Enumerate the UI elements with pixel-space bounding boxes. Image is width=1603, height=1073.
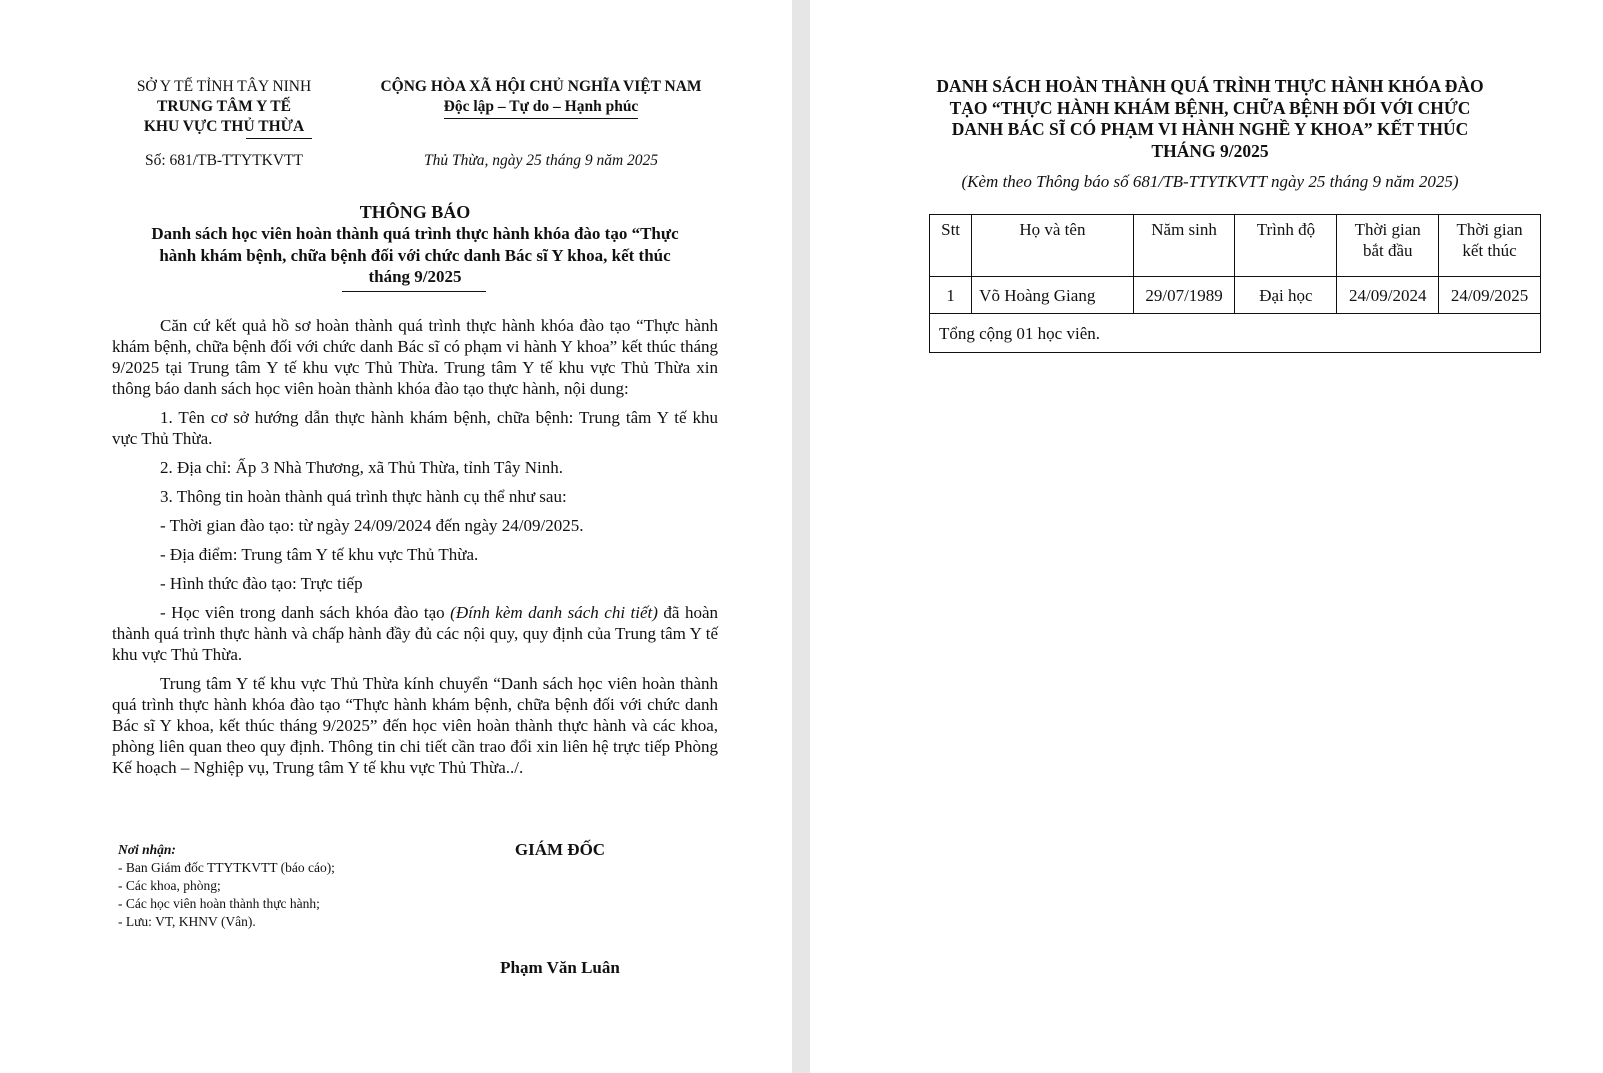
header-name: Họ và tên	[972, 215, 1133, 277]
table-header-row	[930, 215, 1541, 277]
intro-paragraph: Căn cứ kết quả hồ sơ hoàn thành quá trình thực hành khóa đào tạo “Thực hành khám bệnh, chữa bệnh đối với chức danh Bác sĩ có phạm vi hành Y khoa” kết thúc tháng 9/2025 tại Trung tâm Y tế khu vực Thủ Thừa. Trung tâm Y tế khu vực Thủ Thừa xin thông báo danh sách học viên hoàn thành khóa đào tạo thực hành, nội dung:	[112, 316, 718, 398]
closing-paragraph: Trung tâm Y tế khu vực Thủ Thừa kính chuyển “Danh sách học viên hoàn thành quá trình thực hành khóa đào tạo “Thực hành khám bệnh, chữa bệnh đối với chức danh Bác sĩ Y khoa, kết thúc tháng 9/2025” đến học viên hoàn thành thực hành và các khoa, phòng liên quan theo quy định. Thông tin chi tiết cần trao đổi xin liên hệ trực tiếp Phòng Kế hoạch – Nghiệp vụ, Trung tâm Y tế khu vực Thủ Thừa../.	[112, 674, 718, 777]
table-row	[930, 277, 1541, 314]
list-subtitle: (Kèm theo Thông báo số 681/TB-TTYTKVTT ngày 25 tháng 9 năm 2025)	[961, 172, 1459, 191]
notice-page	[0, 0, 792, 1073]
header-stt: Stt	[930, 215, 972, 277]
bullet-students	[112, 602, 718, 665]
notice-title	[110, 201, 720, 288]
signer-title: GIÁM ĐỐC	[514, 840, 606, 859]
notice-heading: THÔNG BÁO	[359, 202, 471, 222]
bullet-training-time: - Thời gian đào tạo: từ ngày 24/09/2024 đến ngày 24/09/2025.	[160, 516, 584, 535]
list-title-line2: TẠO “THỰC HÀNH KHÁM BỆNH, CHỮA BỆNH ĐỐI VỚI CHỨC	[949, 97, 1471, 118]
agency-name-line2: KHU VỰC THỦ THỪA	[143, 118, 305, 135]
notice-subject-line1: Danh sách học viên hoàn thành quá trình thực hành khóa đào tạo “Thực	[151, 224, 679, 243]
list-title-line4: THÁNG 9/2025	[1151, 140, 1269, 161]
cell-total: Tổng cộng 01 học viên.	[930, 314, 1541, 353]
cell-start: 24/09/2024	[1337, 277, 1439, 314]
document-date: Thủ Thừa, ngày 25 tháng 9 năm 2025	[423, 152, 659, 169]
header-end	[1439, 215, 1541, 277]
list-title	[910, 76, 1510, 162]
issuing-agency-header	[108, 77, 340, 137]
bullet-training-place: - Địa điểm: Trung tâm Y tế khu vực Thủ Thừa.	[160, 545, 479, 564]
recipients-block	[118, 841, 418, 931]
notice-subject-line3: tháng 9/2025	[368, 267, 462, 286]
signer-name: Phạm Văn Luân	[500, 958, 620, 977]
cell-level: Đại học	[1235, 277, 1337, 314]
header-level: Trình độ	[1235, 215, 1337, 277]
recipient-item: - Lưu: VT, KHNV (Vân).	[118, 914, 256, 929]
header-start	[1337, 215, 1439, 277]
notice-body	[112, 315, 718, 781]
header-start-l2: bắt đầu	[1362, 241, 1413, 260]
bullet-students-post: đã hoàn thành quá trình thực hành và chấp hành đầy đủ các nội quy, quy định của Trung tâm Y tế khu vực Thủ Thừa.	[112, 603, 719, 664]
agency-name-line1: TRUNG TÂM Y TẾ	[157, 98, 291, 115]
notice-subject-line2: hành khám bệnh, chữa bệnh đối với chức danh Bác sĩ Y khoa, kết thúc	[159, 245, 671, 265]
cell-stt: 1	[930, 277, 972, 314]
item-2: 2. Địa chỉ: Ấp 3 Nhà Thương, xã Thủ Thừa, tỉnh Tây Ninh.	[160, 458, 563, 477]
list-title-line1: DANH SÁCH HOÀN THÀNH QUÁ TRÌNH THỰC HÀNH KHÓA ĐÀO	[936, 76, 1484, 96]
list-page	[810, 0, 1603, 1073]
item-3: 3. Thông tin hoàn thành quá trình thực hành cụ thể như sau:	[160, 487, 567, 506]
attachment-note: (Đính kèm danh sách chi tiết)	[450, 603, 658, 622]
recipients-label: Nơi nhận:	[118, 842, 176, 857]
bullet-training-form: - Hình thức đào tạo: Trực tiếp	[160, 574, 363, 593]
item-1: 1. Tên cơ sở hướng dẫn thực hành khám bệnh, chữa bệnh: Trung tâm Y tế khu vực Thủ Thừa.	[112, 408, 718, 448]
cell-name: Võ Hoàng Giang	[972, 277, 1133, 314]
title-underline	[342, 291, 486, 292]
national-header	[368, 77, 714, 119]
bullet-students-pre: - Học viên trong danh sách khóa đào tạo	[160, 603, 451, 622]
document-number: Số: 681/TB-TTYTKVTT	[145, 152, 303, 169]
cell-birth-year: 29/07/1989	[1133, 277, 1235, 314]
header-end-l1: Thời gian	[1456, 220, 1523, 239]
national-motto: Độc lập – Tự do – Hạnh phúc	[443, 98, 639, 115]
header-end-l2: kết thúc	[1462, 241, 1517, 260]
cell-end: 24/09/2025	[1439, 277, 1541, 314]
recipient-item: - Các khoa, phòng;	[118, 878, 221, 893]
students-table	[929, 214, 1541, 353]
table-total-row	[930, 314, 1541, 353]
agency-parent: SỞ Y TẾ TỈNH TÂY NINH	[136, 78, 312, 95]
nation-name: CỘNG HÒA XÃ HỘI CHỦ NGHĨA VIỆT NAM	[380, 78, 702, 95]
recipient-item: - Ban Giám đốc TTYTKVTT (báo cáo);	[118, 860, 335, 875]
agency-underline	[246, 138, 312, 139]
header-birth-year: Năm sinh	[1133, 215, 1235, 277]
header-start-l1: Thời gian	[1354, 220, 1421, 239]
recipient-item: - Các học viên hoàn thành thực hành;	[118, 896, 320, 911]
list-title-line3: DANH BÁC SĨ CÓ PHẠM VI HÀNH NGHỀ Y KHOA” KẾT THÚC	[951, 119, 1469, 139]
